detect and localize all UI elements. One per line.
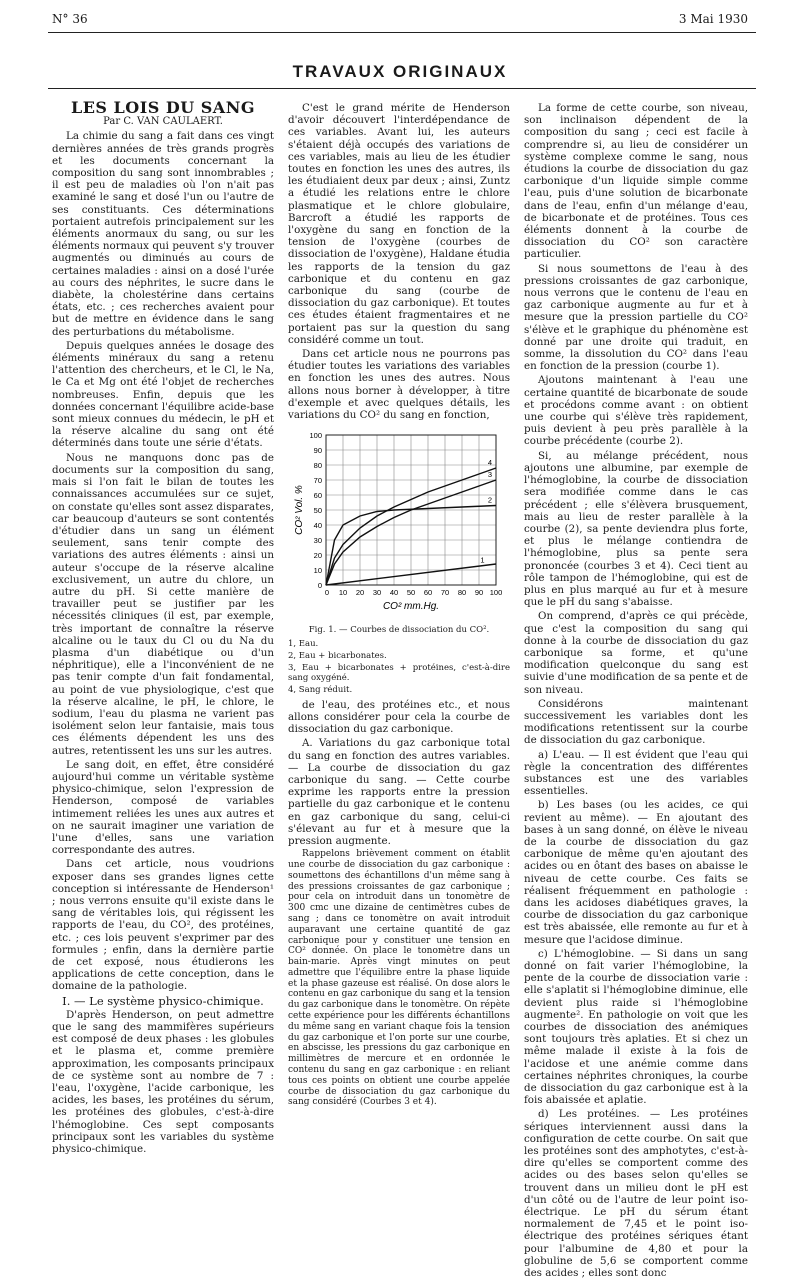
x-tick-label: 90 — [474, 588, 484, 598]
issue-date: 3 Mai 1930 — [678, 12, 748, 26]
paragraph: Si, au mélange précédent, nous ajoutons une albumine, par exemple de l'hémoglobine, la courbe de dissociation sera modifiée comme dans le cas précédent ; elle s'élèvera brusquement, mais au lieu de rester parallèle à la courbe (2), sa pente deviendra plus forte, et plus le mélange contiendra de l'hémoglobine, plus sa pente sera prononcée (courbes 3 et 4). Ceci tient au rôle tampon de l'hémoglobine, qui est de plus en plus marqué au fur et à mesure que le pH du sang s'abaisse. — [524, 449, 748, 609]
y-tick-label: 90 — [313, 446, 322, 456]
y-tick-label: 20 — [313, 551, 322, 561]
legend-item: 4, Sang réduit. — [288, 684, 353, 695]
legend-item: 2, Eau + bicarbonates. — [288, 650, 387, 661]
paragraph: Ajoutons maintenant à l'eau une certaine quantité de bicarbonate de soude et procédons comme avant : on obtient une courbe qui s'élève très rapidement, puis devient à peu près parallèle à la courbe précédente (courbe 2). — [524, 374, 748, 448]
paragraph: Nous ne manquons donc pas de documents sur la composition du sang, mais si l'on fait le bilan de toutes les connaissances accumulées sur ce sujet, on constate qu'elles sont assez disparates, car beaucoup d'auteurs se sont contentés d'étudier dans un sang un élément seulement, sans tenir compte des variations des autres éléments : ainsi un auteur s'occupe de la réserve alcaline exclusivement, un autre du chlore, un autre du pH. Si cette manière de travailler peut se justifier par les nécessités cliniques (il est, par exemple, très important de connaître la réserve alcaline ou le taux du Cl ou du Na du plasma d'un diabétique ou d'un néphritique), elle a l'inconvénient de ne pas tenir compte d'un fait fondamental, au point de vue physiologique, c'est que la réserve alcaline, le pH, le chlore, le sodium, l'eau du plasma ne varient pas isolément selon leur fantaisie, mais tous ces éléments dépendent les uns des autres, retentissent les uns sur les autres. — [52, 451, 274, 757]
header-rule — [48, 32, 756, 33]
section-title: TRAVAUX ORIGINAUX — [292, 62, 508, 81]
paragraph: D'après Henderson, on peut admettre que le sang des mammifères supérieurs est composé de deux phases : les globules et le plasma et, comme première approximation, les composants principaux de ce système sont au nombre de 7 : l'eau, l'oxygène, l'acide carbonique, les acides, les bases, les protéines du sérum, les protéines des globules, c'est-à-dire l'hémoglobine. Ces sept composants principaux sont les variables du système physico-chimique. — [52, 1008, 274, 1156]
y-tick-label: 60 — [313, 491, 322, 501]
legend-item: 1, Eau. — [288, 638, 319, 649]
y-tick-label: 40 — [313, 521, 322, 531]
paragraph: C'est le grand mérite de Henderson d'avoir découvert l'interdépendance de ces variables. Avant lui, les auteurs s'étaient déjà occupés des variations de ces variables, mais au lieu de les étudier toutes en fonction les unes des autres, ils les étudiaient deux par deux ; ainsi, Zuntz a étudié les relations entre le chlore plasmatique et le chlore globulaire, Barcroft a étudié les rapports de l'oxygène du sang en fonction de la tension de l'oxygène (courbes de dissociation de l'oxygène), Haldane étudia les rapports de la tension du gaz carbonique et du contenu en gaz carbonique du sang (courbe de dissociation du gaz carbonique). Et toutes ces études étaient fragmentaires et ne portaient pas sur la question du sang considéré comme un tout. — [288, 102, 510, 346]
figure-caption: Fig. 1. — Courbes de dissociation du CO². — [308, 625, 490, 636]
paragraph: de l'eau, des protéines etc., et nous allons considérer pour cela la courbe de dissociation du gaz carbonique. — [288, 698, 510, 736]
article-author: Par C. VAN CAULAERT. — [103, 116, 223, 128]
section-heading: I. — Le système physico-chimique. — [62, 993, 264, 1008]
paragraph: La forme de cette courbe, son niveau, son inclinaison dépendent de la composition du sang ; ceci est facile à comprendre si, au lieu de considérer un système complexe comme le sang, nous étudions la courbe de dissociation du gaz carbonique d'un liquide simple comme l'eau, puis d'une solution de bicarbonate dans de l'eau, enfin d'un mélange d'eau, de bicarbonate et de protéines. Tous ces éléments donnent à la courbe de dissociation du CO² son caractère particulier. — [524, 102, 748, 261]
series-label-2: 2 — [487, 495, 493, 505]
y-tick-label: 50 — [313, 506, 322, 516]
series-label-1: 1 — [480, 555, 485, 565]
x-tick-label: 80 — [457, 588, 467, 598]
series-label-3: 3 — [487, 470, 493, 480]
x-tick-label: 10 — [338, 588, 348, 598]
y-tick-label: 30 — [313, 536, 322, 546]
legend-item: 3, Eau + bicarbonates + protéines, c'est-à-dire sang oxygéné. — [288, 662, 510, 683]
paragraph: Considérons maintenant successivement les variables dont les modifications retentissent sur la courbe de dissociation du gaz carbonique. — [524, 697, 748, 747]
issue-number: N° 36 — [52, 12, 88, 26]
column-1 — [52, 98, 274, 1157]
paragraph: La chimie du sang a fait dans ces vingt dernières années de très grands progrès et les documents concernant la composition du sang sont innombrables ; il est peu de maladies où l'on n'ait pas examiné le sang et dosé l'un ou l'autre de ses constituants. Ces déterminations portaient autrefois principalement sur les éléments anormaux du sang, ou sur les éléments normaux qui peuvent s'y trouver augmentés ou diminués au cours de certaines maladies : ainsi on a dosé l'urée au cours des néphrites, le sucre dans le diabète, la cholestérine dans certains états, etc. ; ces recherches avaient pour but de mettre en évidence dans le sang des perturbations du métabolisme. — [52, 130, 274, 338]
paragraph: c) L'hémoglobine. — Si dans un sang donné on fait varier l'hémoglobine, la pente de la courbe de dissociation varie : elle s'aplatit si l'hémoglobine diminue, elle devient plus raide si l'hémoglobine augmente². En pathologie on voit que les courbes de dissociation des anémiques sont toujours très aplaties. Et si chez un même malade il existe à la fois de l'acidose et une anémie comme dans certaines néphrites chroniques, la courbe de dissociation du gaz carbonique est à la fois abaissée et aplatie. — [524, 947, 748, 1107]
paragraph: A. Variations du gaz carbonique total du sang en fonction des autres variables. — La courbe de dissociation du gaz carbonique du sang. — Cette courbe exprime les rapports entre la pression partielle du gaz carbonique et le contenu en gaz carbonique du sang, celui-ci s'élevant au fur et à mesure que la pression augmente. — [288, 737, 510, 847]
x-axis-label: CO² mm.Hg. — [382, 601, 440, 613]
x-tick-label: 20 — [355, 588, 365, 598]
x-tick-label: 40 — [389, 588, 399, 598]
paragraph: Le sang doit, en effet, être considéré aujourd'hui comme un véritable système physico-chimique, selon l'expression de Henderson, composé de variables intimement reliées les unes aux autres et on ne saurait imaginer une variation de l'une d'elles, sans une variation correspondante des autres. — [52, 758, 274, 857]
paragraph: Dans cet article, nous voudrions exposer dans ses grandes lignes cette conception si intéressante de Henderson¹ ; nous verrons ensuite qu'il existe dans le sang de véritables lois, qui régissent les rapports de l'eau, du CO², des protéines, etc. ; ces lois peuvent s'exprimer par des formules ; enfin, dans la dernière partie de cet exposé, nous étudierons les applications de cette conception, dans le domaine de la pathologie. — [52, 858, 274, 993]
x-tick-label: 30 — [372, 588, 382, 598]
paragraph: Si nous soumettons de l'eau à des pressions croissantes de gaz carbonique, nous verrons que le contenu de l'eau en gaz carbonique augmente au fur et à mesure que la pression partielle du CO² s'élève et le graphique du phénomène est donné par une droite qui traduit, en somme, la dissolution du CO² dans l'eau en fonction de la pression (courbe 1). — [524, 262, 748, 373]
y-tick-label: 80 — [313, 461, 322, 471]
x-tick-label-origin: 0 — [324, 588, 330, 598]
figure-1 — [288, 429, 510, 622]
y-tick-label: 100 — [309, 431, 322, 441]
x-tick-label: 50 — [406, 588, 416, 598]
x-tick-label: 60 — [423, 588, 433, 598]
co2-dissociation-chart — [288, 429, 510, 619]
x-tick-label: 100 — [489, 588, 503, 598]
paragraph: Dans cet article nous ne pourrons pas étudier toutes les variations des variables en fonction les unes des autres. Nous allons nous borner à développer, à titre d'exemple et avec quelques détails, les variations du CO² du sang en fonction, — [288, 348, 510, 422]
paragraph: Rappelons brièvement comment on établit une courbe de dissociation du gaz carbonique : soumettons des échantillons d'un même sang à des pressions croissantes de gaz carbonique ; pour cela on introduit dans un tonomètre de 300 cmc une dizaine de centimètres cubes de sang ; dans ce tonomètre on avait introduit auparavant une certaine quantité de gaz carbonique pour y constituer une tension en CO² donnée. On place le tonomètre dans un bain-marie. Après vingt minutes on peut admettre que l'équilibre entre la phase liquide et la phase gazeuse est réalisé. On dose alors le contenu en gaz carbonique du sang et la tension du gaz carbonique dans le tonomètre. On répète cette expérience pour les différents échantillons du même sang en variant chaque fois la tension du gaz carbonique et l'on porte sur une courbe, en abscisse, les pressions du gaz carbonique en millimètres de mercure et en ordonnée le contenu du sang en gaz carbonique : en reliant tous ces points on obtient une courbe appelée courbe de dissociation du gaz carbonique du sang considéré (Courbes 3 et 4). — [288, 849, 510, 1108]
section-rule — [48, 88, 756, 89]
column-3 — [524, 102, 748, 1281]
y-tick-label: 0 — [317, 581, 322, 591]
y-axis-label: CO² Vol. % — [294, 485, 305, 536]
paragraph: a) L'eau. — Il est évident que l'eau qui règle la concentration des différentes substances est une des variables essentielles. — [524, 748, 748, 798]
series-label-4: 4 — [487, 458, 493, 468]
y-tick-label: 70 — [313, 476, 322, 486]
y-tick-label: 10 — [313, 566, 322, 576]
paragraph: b) Les bases (ou les acides, ce qui revient au même). — En ajoutant des bases à un sang donné, on élève le niveau de la courbe de dissociation du gaz carbonique de même qu'en ajoutant des acides ou en ôtant des bases on abaisse le niveau de cette courbe. Ces faits se réalisent fréquemment en pathologie : dans les acidoses diabétiques graves, la courbe de dissociation du gaz carbonique est très abaissée, elle remonte au fur et à mesure que l'acidose diminue. — [524, 799, 748, 946]
article-title: LES LOIS DU SANG — [70, 98, 256, 117]
paragraph: Depuis quelques années le dosage des éléments minéraux du sang a retenu l'attention des chercheurs, et le Cl, le Na, le Ca et Mg ont été l'objet de recherches nombreuses. Enfin, depuis que les données concernant l'équilibre acide-base sont mieux connues du médecin, le pH et la réserve alcaline du sang ont été déterminés dans toute une série d'états. — [52, 339, 274, 450]
paragraph: On comprend, d'après ce qui précède, que c'est la composition du sang qui donne à la courbe de dissociation du gaz carbonique sa forme, et qu'une modification quelconque du sang est suivie d'une modification de sa pente et de son niveau. — [524, 610, 748, 696]
paragraph: d) Les protéines. — Les protéines sériques interviennent aussi dans la configuration de cette courbe. On sait que les protéines sont des amphotytes, c'est-à-dire qu'elles se comportent comme des acides ou des bases selon qu'elles se trouvent dans un milieu dont le pH est d'un côté ou de l'autre de leur point iso-électrique. Le pH du sérum étant normalement de 7,45 et le point iso-électrique des protéines sériques étant pour l'albumine de 4,80 et pour la globuline de 5,6 se comportent comme des acides ; elles sont donc — [524, 1108, 748, 1280]
x-tick-label: 70 — [440, 588, 450, 598]
column-2 — [288, 102, 510, 1110]
